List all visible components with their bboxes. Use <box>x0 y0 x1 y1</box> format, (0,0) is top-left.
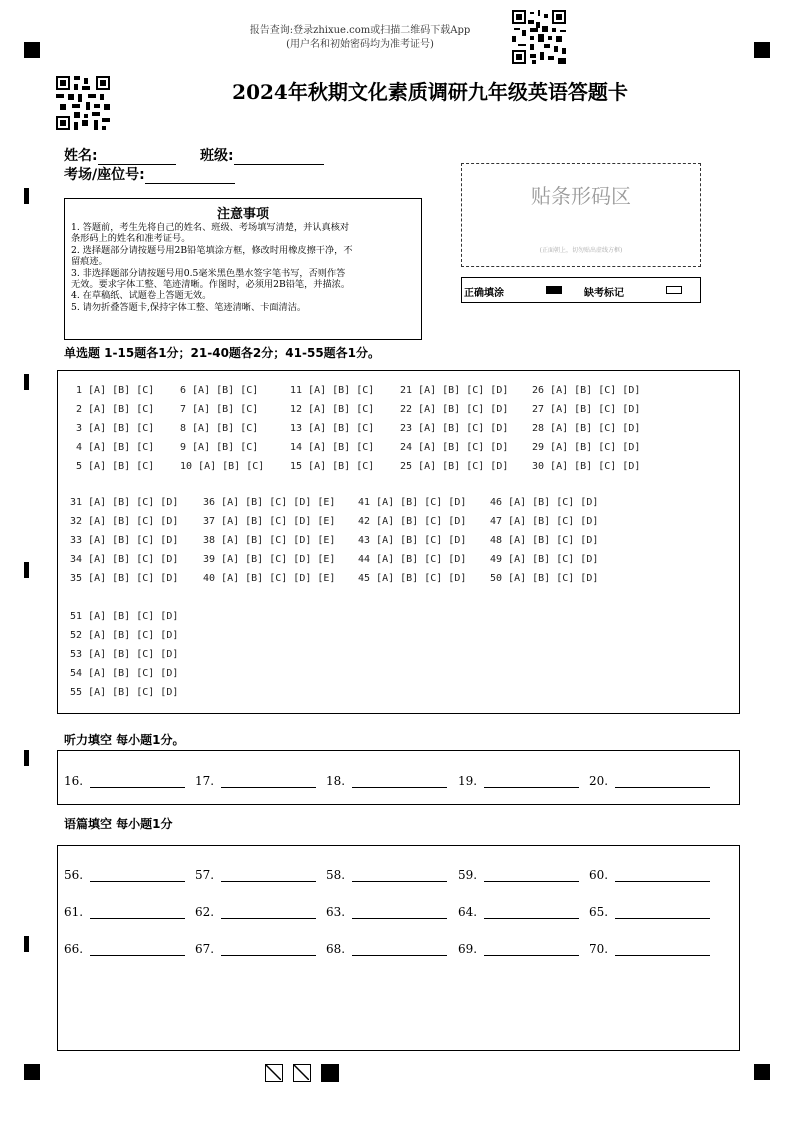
passage-blank[interactable] <box>64 868 185 882</box>
notice-line: 条形码上的姓名和准考证号。 <box>71 233 191 245</box>
choice-question-row[interactable]: 42 [A] [B] [C] [D] <box>358 515 467 527</box>
passage-blank[interactable] <box>326 942 447 956</box>
correct-fill-sample-icon <box>546 286 562 294</box>
answer-line[interactable] <box>221 869 316 882</box>
passage-blank[interactable] <box>458 905 579 919</box>
choice-question-row[interactable]: 15 [A] [B] [C] <box>290 460 375 472</box>
choice-question-row[interactable]: 13 [A] [B] [C] <box>290 422 375 434</box>
passage-blank[interactable] <box>458 868 579 882</box>
report-query-note: 报告查询:登录zhixue.com或扫描二维码下载App <box>249 25 471 36</box>
notice-line: 2. 选择题部分请按题号用2B铅笔填涂方框，修改时用橡皮擦干净，不 <box>71 244 353 256</box>
fill-example-box <box>461 277 701 303</box>
absent-mark-checkbox[interactable] <box>666 286 682 294</box>
question-number: 70. <box>589 942 609 956</box>
notice-line: 留痕迹。 <box>71 256 108 268</box>
choice-question-row[interactable]: 50 [A] [B] [C] [D] <box>490 572 599 584</box>
answer-line[interactable] <box>352 906 447 919</box>
notice-line: 1. 答题前，考生先将自己的姓名、班级、考场填写清楚，并认真核对 <box>71 222 350 233</box>
choice-question-row[interactable]: 9 [A] [B] [C] <box>180 441 259 453</box>
choice-question-row[interactable]: 43 [A] [B] [C] [D] <box>358 534 467 546</box>
answer-line[interactable] <box>484 943 579 956</box>
listening-blank[interactable] <box>326 774 447 788</box>
page-mark-filled-icon <box>321 1064 339 1082</box>
question-number: 60. <box>589 868 609 882</box>
choice-question-row[interactable]: 33 [A] [B] [C] [D] <box>70 534 179 546</box>
choice-question-row[interactable]: 2 [A] [B] [C] <box>76 403 155 415</box>
passage-blank[interactable] <box>195 868 316 882</box>
question-number: 64. <box>458 905 478 919</box>
class-field <box>200 145 324 165</box>
choice-question-row[interactable]: 39 [A] [B] [C] [D] [E] <box>203 553 336 565</box>
question-number: 68. <box>326 942 346 956</box>
choice-question-row[interactable]: 22 [A] [B] [C] [D] <box>400 403 509 415</box>
choice-question-row[interactable]: 26 [A] [B] [C] [D] <box>532 385 641 396</box>
question-number: 56. <box>64 868 84 882</box>
choice-question-row[interactable]: 36 [A] [B] [C] [D] [E] <box>203 497 336 508</box>
choice-question-row[interactable]: 23 [A] [B] [C] [D] <box>400 422 509 434</box>
choice-question-row[interactable]: 40 [A] [B] [C] [D] [E] <box>203 572 336 584</box>
correct-fill-label: 正确填涂 <box>464 288 504 299</box>
choice-question-row[interactable]: 12 [A] [B] [C] <box>290 403 375 415</box>
choice-section-title: 单选题 1-15题各1分；21-40题各2分；41-55题各1分。 <box>64 346 381 360</box>
timing-mark <box>24 374 29 390</box>
choice-question-row[interactable]: 31 [A] [B] [C] [D] <box>70 497 179 508</box>
passage-blank[interactable] <box>589 868 710 882</box>
answer-line[interactable] <box>352 943 447 956</box>
choice-question-row[interactable]: 6 [A] [B] [C] <box>180 385 259 396</box>
app-qr-code-icon <box>512 10 566 64</box>
choice-question-row[interactable]: 41 [A] [B] [C] [D] <box>358 497 467 508</box>
passage-blank[interactable] <box>326 905 447 919</box>
passage-blank[interactable] <box>195 905 316 919</box>
answer-line[interactable] <box>221 775 316 788</box>
question-number: 57. <box>195 868 215 882</box>
choice-question-row[interactable]: 38 [A] [B] [C] [D] [E] <box>203 534 336 546</box>
choice-question-row[interactable]: 52 [A] [B] [C] [D] <box>70 629 179 641</box>
choice-question-row[interactable]: 49 [A] [B] [C] [D] <box>490 553 599 565</box>
question-number: 63. <box>326 905 346 919</box>
listening-blank[interactable] <box>64 774 185 788</box>
choice-question-row[interactable]: 5 [A] [B] [C] <box>76 460 155 472</box>
barcode-area-note: (正面朝上，切勿贴出虚线方框) <box>539 247 623 254</box>
question-number: 17. <box>195 774 215 788</box>
corner-mark-bottom-left <box>24 1064 40 1080</box>
login-hint-note: (用户名和初始密码均为准考证号) <box>286 39 434 50</box>
seat-label: 考场/座位号: <box>64 167 145 183</box>
answer-line[interactable] <box>615 906 710 919</box>
student-qr-code-icon <box>56 76 110 130</box>
listening-blank[interactable] <box>195 774 316 788</box>
choice-question-row[interactable]: 3 [A] [B] [C] <box>76 422 155 434</box>
timing-mark <box>24 936 29 952</box>
question-number: 19. <box>458 774 478 788</box>
answer-line[interactable] <box>221 943 316 956</box>
answer-line[interactable] <box>352 869 447 882</box>
barcode-area[interactable] <box>461 163 701 267</box>
barcode-area-title: 贴条形码区 <box>531 184 631 208</box>
passage-blank[interactable] <box>589 905 710 919</box>
passage-blank[interactable] <box>64 905 185 919</box>
absent-mark-label: 缺考标记 <box>584 288 624 299</box>
choice-question-row[interactable]: 11 [A] [B] [C] <box>290 385 375 396</box>
answer-line[interactable] <box>615 943 710 956</box>
class-label: 班级: <box>200 148 234 164</box>
answer-line[interactable] <box>615 775 710 788</box>
timing-mark <box>24 562 29 578</box>
name-input[interactable] <box>98 150 176 165</box>
choice-question-row[interactable]: 35 [A] [B] [C] [D] <box>70 572 179 584</box>
notice-line: 4. 在草稿纸、试题卷上答题无效。 <box>71 290 212 302</box>
listening-blank[interactable] <box>589 774 710 788</box>
page-title: 2024年秋期文化素质调研九年级英语答题卡 <box>232 80 628 104</box>
answer-line[interactable] <box>484 906 579 919</box>
page-mark-slash-icon <box>293 1064 311 1082</box>
question-number: 65. <box>589 905 609 919</box>
corner-mark-top-left <box>24 42 40 58</box>
choice-question-row[interactable]: 54 [A] [B] [C] [D] <box>70 667 179 679</box>
choice-question-row[interactable]: 7 [A] [B] [C] <box>180 403 259 415</box>
name-label: 姓名: <box>64 148 98 164</box>
passage-blank[interactable] <box>589 942 710 956</box>
choice-question-row[interactable]: 44 [A] [B] [C] [D] <box>358 553 467 565</box>
choice-question-row[interactable]: 21 [A] [B] [C] [D] <box>400 385 509 396</box>
notice-line: 3. 非选择题部分请按题号用0.5毫米黑色墨水签字笔书写，否则作答 <box>71 267 346 279</box>
passage-section-title: 语篇填空 每小题1分 <box>64 817 173 831</box>
choice-question-row[interactable]: 48 [A] [B] [C] [D] <box>490 534 599 546</box>
passage-blank[interactable] <box>326 868 447 882</box>
answer-line[interactable] <box>90 869 185 882</box>
choice-question-row[interactable]: 45 [A] [B] [C] [D] <box>358 572 467 584</box>
notice-line: 5. 请勿折叠答题卡,保持字体工整、笔迹清晰、卡面清洁。 <box>71 301 307 313</box>
choice-question-row[interactable]: 34 [A] [B] [C] [D] <box>70 553 179 565</box>
passage-blank[interactable] <box>458 942 579 956</box>
notice-box <box>64 198 422 340</box>
question-number: 62. <box>195 905 215 919</box>
choice-question-row[interactable]: 51 [A] [B] [C] [D] <box>70 611 179 622</box>
listening-blank[interactable] <box>458 774 579 788</box>
passage-blank[interactable] <box>195 942 316 956</box>
seat-input[interactable] <box>145 169 235 184</box>
passage-blank[interactable] <box>64 942 185 956</box>
question-number: 20. <box>589 774 609 788</box>
choice-question-row[interactable]: 32 [A] [B] [C] [D] <box>70 515 179 527</box>
answer-line[interactable] <box>615 869 710 882</box>
seat-field <box>64 164 235 184</box>
choice-question-row[interactable]: 30 [A] [B] [C] [D] <box>532 460 641 472</box>
class-input[interactable] <box>234 150 324 165</box>
question-number: 61. <box>64 905 84 919</box>
question-number: 69. <box>458 942 478 956</box>
choice-question-row[interactable]: 10 [A] [B] [C] <box>180 460 265 472</box>
choice-question-row[interactable]: 28 [A] [B] [C] [D] <box>532 422 641 434</box>
timing-mark <box>24 750 29 766</box>
choice-question-row[interactable]: 25 [A] [B] [C] [D] <box>400 460 509 472</box>
choice-question-row[interactable]: 53 [A] [B] [C] [D] <box>70 648 179 660</box>
answer-line[interactable] <box>221 906 316 919</box>
choice-question-row[interactable]: 47 [A] [B] [C] [D] <box>490 515 599 527</box>
corner-mark-bottom-right <box>754 1064 770 1080</box>
question-number: 18. <box>326 774 346 788</box>
choice-question-row[interactable]: 14 [A] [B] [C] <box>290 441 375 453</box>
choice-question-row[interactable]: 1 [A] [B] [C] <box>76 385 155 396</box>
answer-line[interactable] <box>90 775 185 788</box>
name-field <box>64 145 176 165</box>
choice-question-row[interactable]: 46 [A] [B] [C] [D] <box>490 497 599 508</box>
notice-line: 无效。要求字体工整、笔迹清晰。作图时，必须用2B铅笔，并描浓。 <box>71 279 351 291</box>
answer-line[interactable] <box>90 906 185 919</box>
choice-question-row[interactable]: 8 [A] [B] [C] <box>180 422 259 434</box>
choice-question-row[interactable]: 27 [A] [B] [C] [D] <box>532 403 641 415</box>
choice-question-row[interactable]: 55 [A] [B] [C] [D] <box>70 686 179 698</box>
question-number: 16. <box>64 774 84 788</box>
answer-line[interactable] <box>484 869 579 882</box>
timing-mark <box>24 188 29 204</box>
answer-line[interactable] <box>352 775 447 788</box>
answer-line[interactable] <box>484 775 579 788</box>
listening-section-title: 听力填空 每小题1分。 <box>64 733 185 747</box>
question-number: 58. <box>326 868 346 882</box>
page-mark-slash-icon <box>265 1064 283 1082</box>
answer-line[interactable] <box>90 943 185 956</box>
corner-mark-top-right <box>754 42 770 58</box>
choice-question-row[interactable]: 29 [A] [B] [C] [D] <box>532 441 641 453</box>
notice-title: 注意事项 <box>216 207 269 222</box>
choice-question-row[interactable]: 37 [A] [B] [C] [D] [E] <box>203 515 336 527</box>
choice-question-row[interactable]: 4 [A] [B] [C] <box>76 441 155 453</box>
question-number: 59. <box>458 868 478 882</box>
question-number: 67. <box>195 942 215 956</box>
question-number: 66. <box>64 942 84 956</box>
choice-question-row[interactable]: 24 [A] [B] [C] [D] <box>400 441 509 453</box>
